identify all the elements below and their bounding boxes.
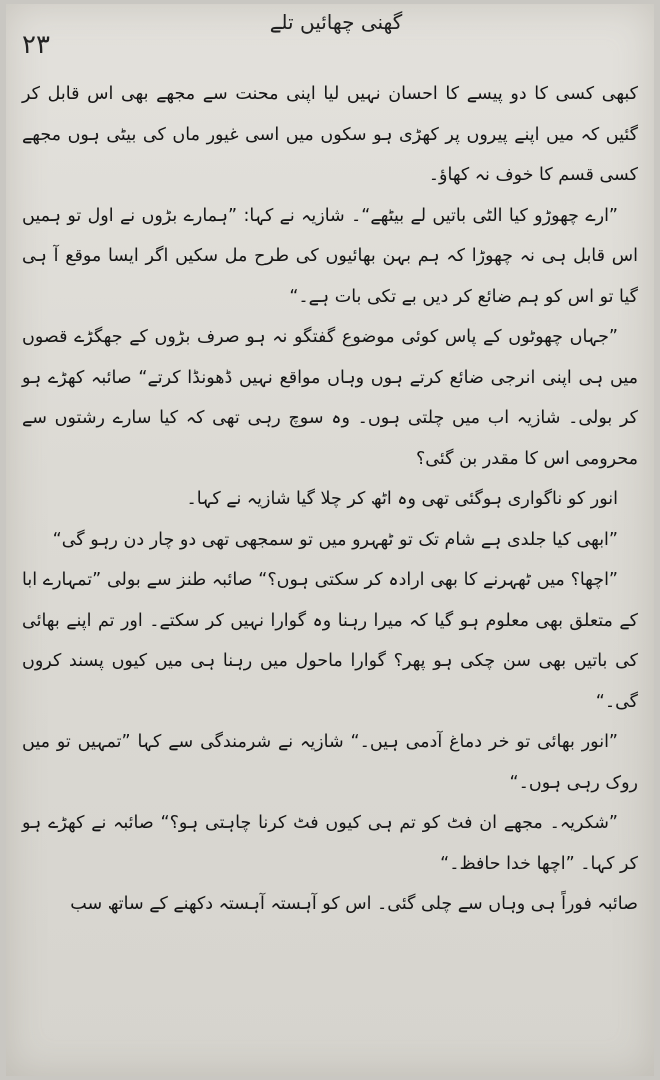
paragraph-6: ”اچھا؟ میں ٹھہرنے کا بھی ارادہ کر سکتی ہوں؟“ صائبہ طنز سے بولی ”تمہارے ابا کے متعلق بھی معلوم ہو گیا کہ میرا رہنا وہ گوارا نہیں کر سکتے۔ اور تم اپنے بھائی کی باتیں بھی سن چکی ہو پھر؟ گوارا ماحول میں رہنا ہی میں کیوں پسند کروں گی۔“ bbox=[22, 570, 638, 712]
book-page bbox=[6, 4, 654, 1076]
paragraph-5: ”ابھی کیا جلدی ہے شام تک تو ٹھہرو میں تو سمجھی تھی دو چار دن رہو گی“ bbox=[52, 529, 618, 550]
page-number: ۲۳ bbox=[22, 30, 50, 60]
paragraph-3: ”جہاں چھوٹوں کے پاس کوئی موضوع گفتگو نہ ہو صرف بڑوں کے جھگڑے قصوں میں ہی اپنی انرجی ضائع کرتے ہوں وہاں مواقع نہیں ڈھونڈا کرتے“ صائبہ کھڑے ہو کر بولی۔ شازیہ اب میں چلتی ہوں۔ وہ سوچ رہی تھی کہ کیا سارے رشتوں سے محرومی اس کا مقدر بن گئی؟ bbox=[22, 327, 638, 469]
page-body bbox=[22, 74, 638, 925]
paragraph-8: ”شکریہ۔ مجھے ان فٹ کو تم ہی کیوں فٹ کرنا چاہتی ہو؟“ صائبہ نے کھڑے ہو کر کہا۔ ”اچھا خدا حافظ۔“ bbox=[22, 813, 638, 874]
paragraph-1: کبھی کسی کا دو پیسے کا احسان نہیں لیا اپنی محنت سے مجھے بھی اس قابل کر گئیں کہ میں اپنے پیروں پر کھڑی ہو سکوں میں اسی غیور ماں کی بیٹی ہوں مجھے کسی قسم کا خوف نہ کھاؤ۔ bbox=[22, 84, 638, 185]
paragraph-9: صائبہ فوراً ہی وہاں سے چلی گئی۔ اس کو آہستہ آہستہ دکھنے کے ساتھ سب bbox=[70, 894, 638, 914]
paragraph-4: انور کو ناگواری ہوگئی تھی وہ اٹھ کر چلا گیا شازیہ نے کہا۔ bbox=[186, 489, 618, 509]
running-header: گھنی چھائیں تلے bbox=[269, 10, 403, 34]
paragraph-2: ”ارے چھوڑو کیا الٹی باتیں لے بیٹھے“۔ شازیہ نے کہا: ”ہمارے بڑوں نے اول تو ہمیں اس قابل ہی نہ چھوڑا کہ ہم بہن بھائیوں کی طرح مل سکیں اگر ایسا موقع آ ہی گیا تو اس کو ہم ضائع کر دیں بے تکی بات ہے۔“ bbox=[22, 205, 638, 307]
paragraph-7: ”انور بھائی تو خر دماغ آدمی ہیں۔“ شازیہ نے شرمندگی سے کہا ”تمہیں تو میں روک رہی ہوں۔“ bbox=[22, 732, 638, 793]
